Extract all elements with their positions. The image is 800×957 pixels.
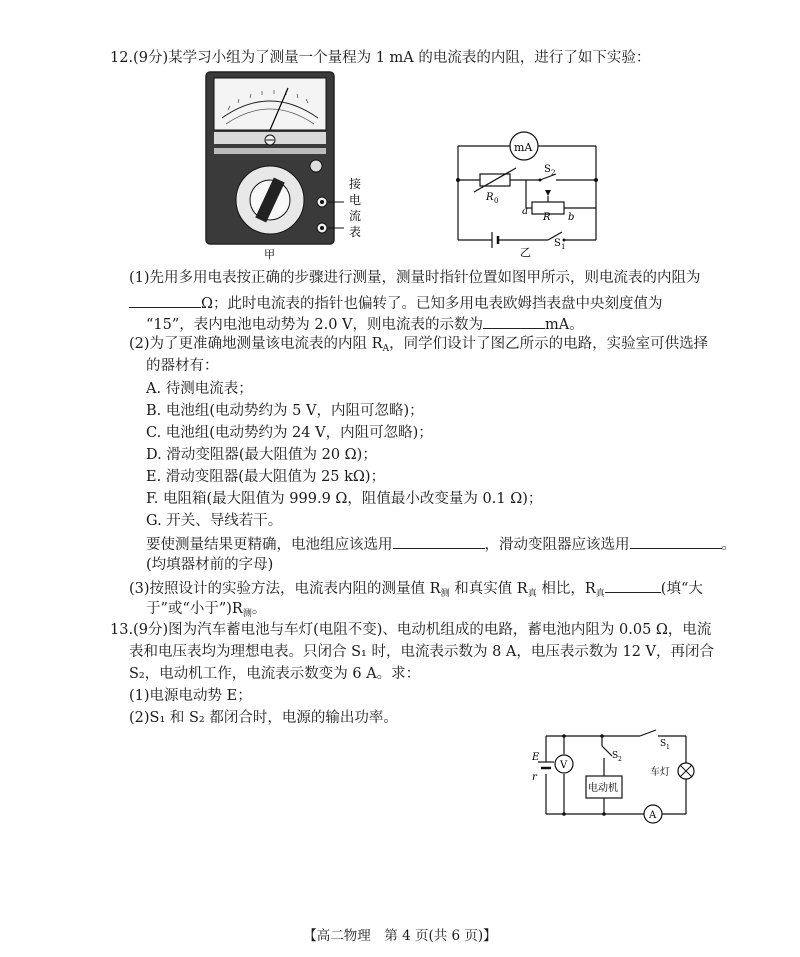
option-a: A. 待测电流表； bbox=[146, 381, 253, 397]
switch1-label: S bbox=[554, 238, 561, 249]
q12-part1-line2: Ω；此时电流表的指针也偏转了。已知多用电表欧姆挡表盘中央刻度值为 bbox=[129, 293, 663, 313]
switch2-label: S bbox=[544, 164, 551, 175]
terminal-label-4: 表 bbox=[349, 225, 362, 239]
terminal-label-2: 电 bbox=[349, 193, 362, 207]
s2-label: S bbox=[612, 751, 619, 761]
q12-part2-line1: (2)为了更准确地测量该电流表的内阻 $R_A$，同学们设计了图乙所示的电路，实验室可供选择 bbox=[129, 336, 709, 354]
page-footer: 【高二物理 第 4 页(共 6 页)】 bbox=[303, 928, 497, 944]
s1-label: S bbox=[660, 739, 667, 749]
answer-blank-resistance[interactable] bbox=[129, 293, 201, 308]
emf-label: E bbox=[532, 752, 540, 763]
option-f: F. 电阻箱(最大阻值为 999.9 Ω，阻值最小改变量为 0.1 Ω)； bbox=[146, 491, 543, 507]
switch1-sub: 1 bbox=[561, 243, 566, 251]
rheostat-sub: 0 bbox=[494, 197, 499, 205]
resistor-R-label: R bbox=[543, 212, 551, 223]
rheostat-label: R bbox=[486, 192, 494, 203]
option-d: D. 滑动变阻器(最大阻值为 20 Ω)； bbox=[146, 447, 377, 463]
answer-blank-current[interactable] bbox=[483, 314, 545, 329]
meter-label: mA bbox=[514, 141, 533, 154]
switch2-sub: 2 bbox=[551, 169, 556, 177]
q12-part3-line1: (3)按照设计的实验方法，电流表内阻的测量值 $R_测$ 和真实值 $R_真$ 相比，$R_真$ (填“大 bbox=[129, 578, 703, 603]
q12-part3-line2: 于”或“小于$”)R_测$。 bbox=[146, 601, 267, 619]
q12-header: 12.(9分)某学习小组为了测量一个量程为 1 mA 的电流表的内阻，进行了如下实验： bbox=[110, 50, 651, 66]
q13-line2: 表和电压表均为理想电表。只闭合 S₁ 时，电流表示数为 8 A，电压表示数为 12 V，再闭合 bbox=[129, 644, 715, 660]
ammeter-label: A bbox=[649, 810, 657, 821]
q12-part2-line4: (均填器材前的字母) bbox=[146, 557, 274, 573]
q12-part2-line2: 的器材有： bbox=[146, 358, 219, 374]
q13-line1: 13.(9分)图为汽车蓄电池与车灯(电阻不变)、电动机组成的电路，蓄电池内阻为 0.05 Ω，电流 bbox=[110, 622, 712, 638]
option-e: E. 滑动变阻器(最大阻值为 25 kΩ)； bbox=[146, 469, 386, 485]
q12-part1-line3: “15”，表内电池电动势为 2.0 V，则电流表的示数为 mA。 bbox=[146, 314, 584, 334]
option-c: C. 电池组(电动势约为 24 V，内阻可忽略)； bbox=[146, 425, 433, 441]
q13-part2: (2)S₁ 和 S₂ 都闭合时，电源的输出功率。 bbox=[129, 710, 398, 726]
answer-blank-rheostat[interactable] bbox=[630, 534, 722, 549]
circuit-figure-q13 bbox=[528, 726, 708, 830]
s1-sub: 1 bbox=[666, 744, 670, 751]
answer-blank-compare[interactable] bbox=[605, 578, 661, 593]
answer-blank-battery[interactable] bbox=[393, 534, 485, 549]
node-a: a bbox=[522, 206, 528, 217]
s2-sub: 2 bbox=[618, 756, 622, 763]
circuit-figure-b bbox=[452, 128, 612, 258]
internal-r-label: r bbox=[532, 772, 537, 783]
fig-b-caption: 乙 bbox=[520, 246, 531, 258]
option-g: G. 开关、导线若干。 bbox=[146, 513, 283, 529]
q13-part1: (1)电源电动势 E； bbox=[129, 688, 252, 704]
multimeter-figure bbox=[204, 70, 364, 260]
q13-line3: S₂，电动机工作，电流表示数变为 6 A。求： bbox=[129, 666, 421, 682]
fig-a-caption: 甲 bbox=[264, 248, 275, 260]
node-b: b bbox=[568, 212, 575, 223]
terminal-label-1: 接 bbox=[349, 177, 362, 191]
voltmeter-label: V bbox=[560, 760, 568, 771]
q12-part2-line3: 要使测量结果更精确，电池组应该选用 ，滑动变阻器应该选用 。 bbox=[146, 534, 736, 554]
lamp-label: 车灯 bbox=[650, 767, 670, 778]
option-b: B. 电池组(电动势约为 5 V，内阻可忽略)； bbox=[146, 403, 424, 419]
motor-label: 电动机 bbox=[588, 783, 618, 794]
terminal-label-3: 流 bbox=[349, 209, 362, 223]
q12-part1-line1: (1)先用多用电表按正确的步骤进行测量，测量时指针位置如图甲所示，则电流表的内阻为 bbox=[129, 270, 701, 286]
